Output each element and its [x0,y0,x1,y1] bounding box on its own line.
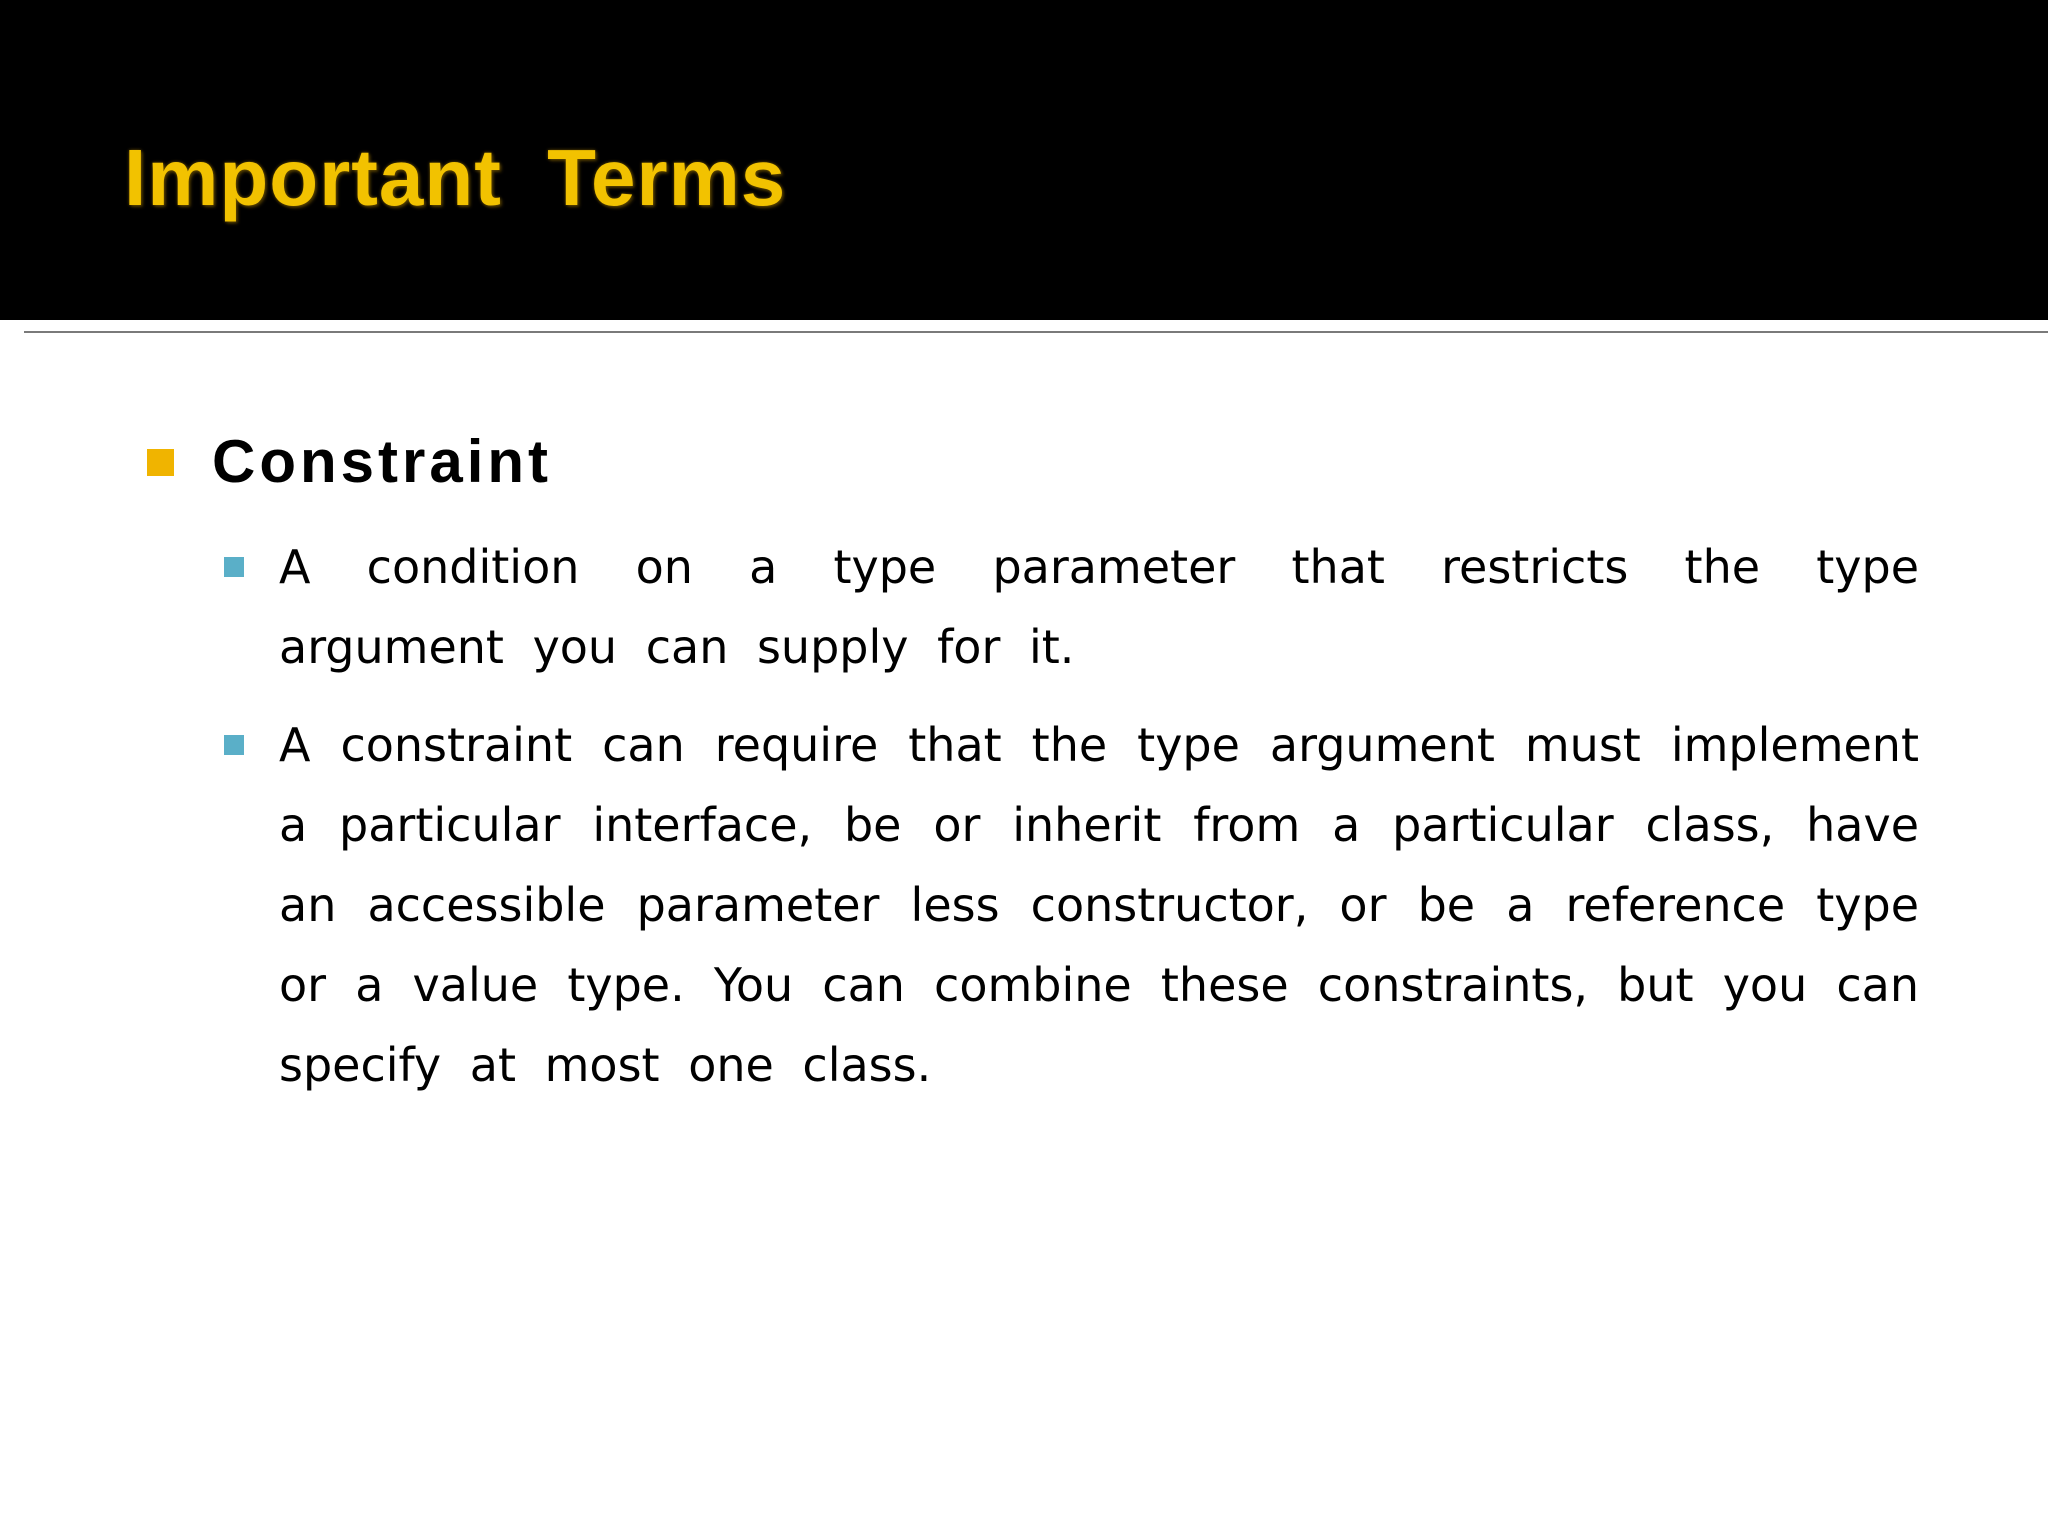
square-bullet-icon [147,449,174,476]
slide-title: Important Terms [124,133,787,222]
header-band [0,0,2048,320]
term-heading: Constraint [212,428,552,495]
square-bullet-icon [224,735,244,755]
constraint-detail-text: A constraint can require that the type argument must implement a particular interface, be or inherit from a particular class, have an accessible parameter less constructor, or be a reference type or a value type. You can combine these constraints, but you can specify at most one class. [279,718,1919,1092]
definition-text: A condition on a type parameter that restricts the type argument you can supply for it. [279,540,1919,674]
header-divider [24,331,2048,333]
square-bullet-icon [224,557,244,577]
